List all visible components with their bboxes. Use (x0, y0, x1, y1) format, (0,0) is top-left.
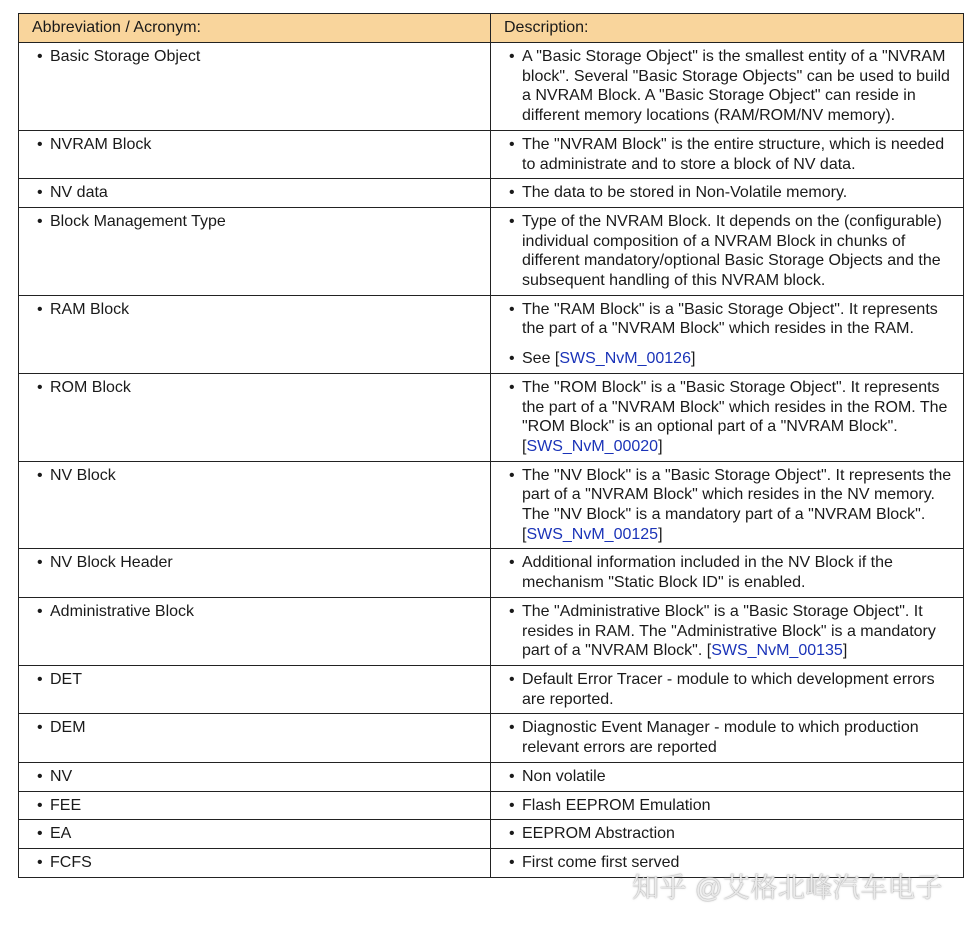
term-text: • DEM (37, 718, 480, 738)
description-cell (491, 549, 964, 597)
table-row (19, 373, 964, 461)
description-body: The "Administrative Block" is a "Basic Storage Object". It resides in RAM. The "Administrative Block" is a mandatory part of a "NVRAM Block". [ (522, 602, 936, 660)
table-row (19, 848, 964, 877)
table-row (19, 179, 964, 208)
term-cell (19, 43, 491, 131)
description-text: • Additional information included in the NV Block if the mechanism "Static Block ID" is enabled. (509, 553, 953, 592)
table-row (19, 597, 964, 665)
description-text: • The data to be stored in Non-Volatile memory. (509, 183, 953, 203)
description-body: The "ROM Block" is a "Basic Storage Object". It represents the part of a "NVRAM Block" which resides in the ROM. The "ROM Block" is an optional part of a "NVRAM Block". [ (522, 378, 948, 455)
term-text: • FEE (37, 796, 480, 816)
table-header-row (19, 14, 964, 43)
term-text: • NV (37, 767, 480, 787)
term-cell (19, 207, 491, 295)
term-text: • Block Management Type (37, 212, 480, 232)
term-cell (19, 848, 491, 877)
table-row (19, 665, 964, 713)
table-row (19, 207, 964, 295)
description-text: • A "Basic Storage Object" is the smallest entity of a "NVRAM block". Several "Basic Storage Objects" can be used to build a NVRAM Block. A "Basic Storage Object" can reside in different memory locations (RAM/ROM/NV memory). (509, 47, 953, 126)
description-text: • The "NVRAM Block" is the entire structure, which is needed to administrate and to store a block of NV data. (509, 135, 953, 174)
table-row (19, 762, 964, 791)
term-text: • NVRAM Block (37, 135, 480, 155)
term-cell (19, 549, 491, 597)
description-cell (491, 207, 964, 295)
requirement-link[interactable]: SWS_NvM_00135 (711, 642, 843, 660)
description-cell (491, 373, 964, 461)
term-text: • NV data (37, 183, 480, 203)
description-cell (491, 597, 964, 665)
description-cell (491, 791, 964, 820)
ref-suffix: ] (658, 437, 663, 455)
description-text: • First come first served (509, 853, 953, 873)
table-row (19, 714, 964, 762)
term-text: • EA (37, 824, 480, 844)
description-cell (491, 295, 964, 373)
term-text: • NV Block Header (37, 553, 480, 573)
term-text: • ROM Block (37, 378, 480, 398)
term-cell (19, 295, 491, 373)
description-cell (491, 179, 964, 208)
term-cell (19, 762, 491, 791)
term-cell (19, 461, 491, 549)
term-text: • Administrative Block (37, 602, 480, 622)
see-reference (509, 349, 953, 369)
term-cell (19, 373, 491, 461)
table-row (19, 461, 964, 549)
description-body: The "NV Block" is a "Basic Storage Object". It represents the part of a "NVRAM Block" which resides in the NV memory. The "NV Block" is a mandatory part of a "NVRAM Block". [ (522, 466, 952, 543)
term-text: • Basic Storage Object (37, 47, 480, 67)
watermark: 知乎 @艾格北峰汽车电子 (632, 873, 943, 903)
term-text: • NV Block (37, 466, 480, 486)
description-cell (491, 461, 964, 549)
table-row (19, 130, 964, 178)
description-text (509, 466, 953, 545)
description-text: • Diagnostic Event Manager - module to which production relevant errors are reported (509, 718, 953, 757)
header-abbreviation: Abbreviation / Acronym: (19, 14, 491, 43)
description-text: • Type of the NVRAM Block. It depends on the (configurable) individual composition of a NVRAM Block in chunks of different mandatory/optional Basic Storage Objects and the subsequent handling of this NVRAM block. (509, 212, 953, 291)
table-row (19, 820, 964, 849)
term-text: • RAM Block (37, 300, 480, 320)
term-cell (19, 665, 491, 713)
table-row (19, 295, 964, 373)
description-text (509, 602, 953, 661)
term-cell (19, 791, 491, 820)
see-prefix: See [ (522, 350, 560, 368)
table-row (19, 549, 964, 597)
description-cell (491, 130, 964, 178)
abbreviation-table (18, 13, 964, 878)
requirement-link[interactable]: SWS_NvM_00125 (526, 525, 659, 543)
term-cell (19, 179, 491, 208)
description-cell (491, 820, 964, 849)
term-text: • DET (37, 670, 480, 690)
table-row (19, 43, 964, 131)
table-row (19, 791, 964, 820)
requirement-link[interactable]: SWS_NvM_00020 (526, 437, 659, 455)
description-text: • The "RAM Block" is a "Basic Storage Object". It represents the part of a "NVRAM Block" which resides in the RAM. (509, 300, 953, 339)
description-cell (491, 762, 964, 791)
description-cell (491, 43, 964, 131)
description-cell (491, 665, 964, 713)
term-cell (19, 714, 491, 762)
term-cell (19, 130, 491, 178)
description-cell (491, 848, 964, 877)
description-cell (491, 714, 964, 762)
term-text: • FCFS (37, 853, 480, 873)
ref-suffix: ] (842, 642, 848, 660)
ref-suffix: ] (658, 525, 663, 543)
header-description: Description: (491, 14, 964, 43)
description-text: • Default Error Tracer - module to which development errors are reported. (509, 670, 953, 709)
description-text: • Non volatile (509, 767, 953, 787)
description-text: • EEPROM Abstraction (509, 824, 953, 844)
description-text (509, 378, 953, 457)
see-suffix: ] (690, 350, 696, 368)
term-cell (19, 820, 491, 849)
description-text: • Flash EEPROM Emulation (509, 796, 953, 816)
term-cell (19, 597, 491, 665)
requirement-link[interactable]: SWS_NvM_00126 (559, 350, 691, 368)
